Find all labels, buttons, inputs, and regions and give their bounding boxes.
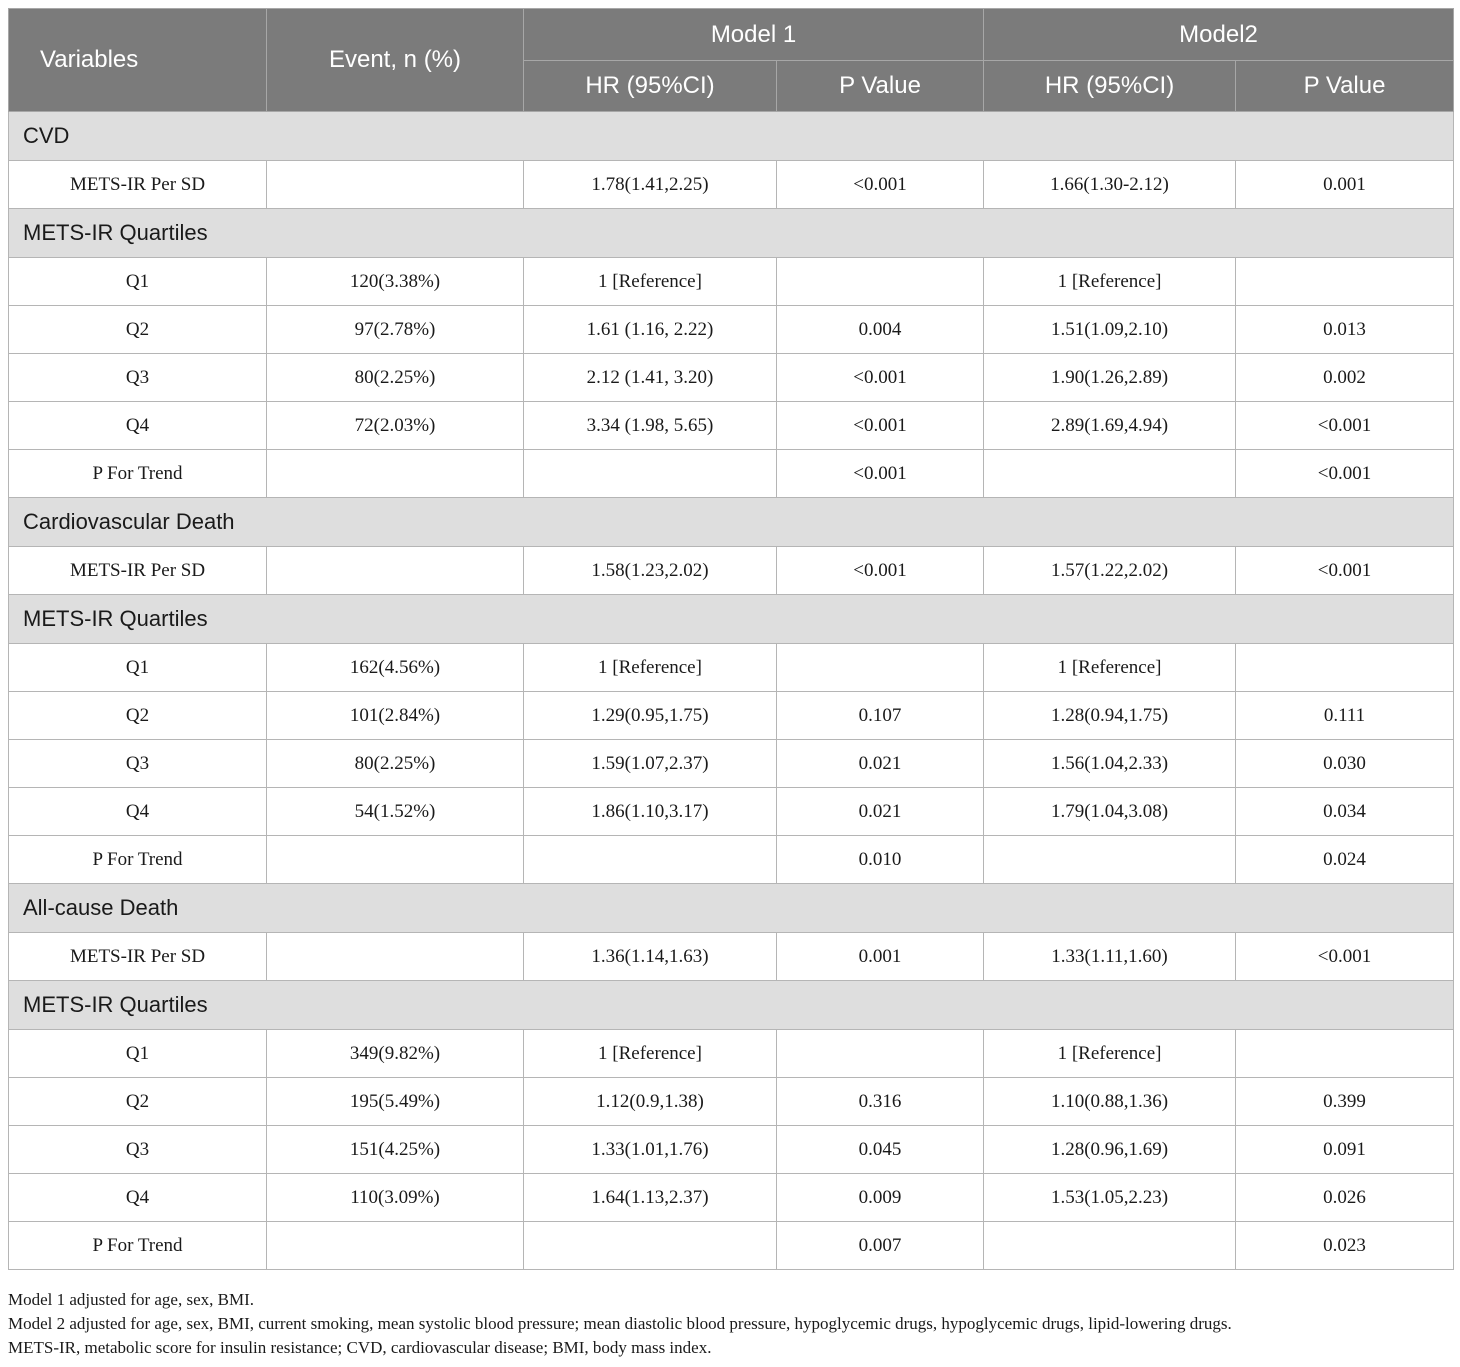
model2-hr-cell: 1.57(1.22,2.02) xyxy=(984,547,1236,595)
table-row xyxy=(9,740,1454,788)
model1-hr-cell: 1.86(1.10,3.17) xyxy=(524,788,777,836)
results-table-container xyxy=(8,8,1453,1270)
section-row xyxy=(9,884,1454,933)
model2-hr-cell: 1.79(1.04,3.08) xyxy=(984,788,1236,836)
table-row xyxy=(9,1174,1454,1222)
event-cell: 97(2.78%) xyxy=(267,306,524,354)
model1-hr-cell: 1.61 (1.16, 2.22) xyxy=(524,306,777,354)
event-cell: 80(2.25%) xyxy=(267,740,524,788)
model2-hr-cell: 1 [Reference] xyxy=(984,258,1236,306)
footnote-model1: Model 1 adjusted for age, sex, BMI. xyxy=(8,1290,254,1309)
model2-p-cell: 0.034 xyxy=(1236,788,1454,836)
variable-cell: Q4 xyxy=(9,1174,267,1222)
event-cell: 162(4.56%) xyxy=(267,644,524,692)
model2-hr-cell: 1.33(1.11,1.60) xyxy=(984,933,1236,981)
table-footnotes xyxy=(8,1288,1453,1360)
event-cell xyxy=(267,1222,524,1270)
model2-hr-cell: 1.28(0.96,1.69) xyxy=(984,1126,1236,1174)
table-row xyxy=(9,788,1454,836)
table-row xyxy=(9,258,1454,306)
model2-p-cell: 0.026 xyxy=(1236,1174,1454,1222)
table-row xyxy=(9,161,1454,209)
section-label: CVD xyxy=(9,112,1454,161)
model1-hr-cell xyxy=(524,1222,777,1270)
variable-cell: Q2 xyxy=(9,1078,267,1126)
model1-p-cell: 0.021 xyxy=(777,788,984,836)
model2-hr-cell: 1.90(1.26,2.89) xyxy=(984,354,1236,402)
table-row xyxy=(9,1222,1454,1270)
variable-cell: Q1 xyxy=(9,1030,267,1078)
model2-p-cell: <0.001 xyxy=(1236,450,1454,498)
table-body xyxy=(9,112,1454,1270)
variable-cell: Q3 xyxy=(9,740,267,788)
model2-p-cell: <0.001 xyxy=(1236,933,1454,981)
model2-p-cell: <0.001 xyxy=(1236,547,1454,595)
variable-cell: METS-IR Per SD xyxy=(9,161,267,209)
model1-p-cell: 0.010 xyxy=(777,836,984,884)
section-label: All-cause Death xyxy=(9,884,1454,933)
variable-cell: P For Trend xyxy=(9,1222,267,1270)
model1-p-cell: <0.001 xyxy=(777,402,984,450)
model2-p-cell: 0.091 xyxy=(1236,1126,1454,1174)
model1-hr-cell: 1.29(0.95,1.75) xyxy=(524,692,777,740)
model2-p-cell xyxy=(1236,1030,1454,1078)
variable-cell: Q2 xyxy=(9,306,267,354)
variable-cell: Q3 xyxy=(9,1126,267,1174)
model1-hr-cell: 1.58(1.23,2.02) xyxy=(524,547,777,595)
variable-cell: P For Trend xyxy=(9,836,267,884)
variable-cell: Q1 xyxy=(9,258,267,306)
table-row xyxy=(9,1126,1454,1174)
section-row xyxy=(9,209,1454,258)
event-cell: 120(3.38%) xyxy=(267,258,524,306)
section-row xyxy=(9,981,1454,1030)
variable-cell: METS-IR Per SD xyxy=(9,933,267,981)
section-label: METS-IR Quartiles xyxy=(9,595,1454,644)
table-row xyxy=(9,933,1454,981)
event-cell xyxy=(267,933,524,981)
table-row xyxy=(9,692,1454,740)
model2-hr-cell xyxy=(984,1222,1236,1270)
model2-hr-cell xyxy=(984,450,1236,498)
table-header xyxy=(9,9,1454,112)
model2-p-cell: 0.013 xyxy=(1236,306,1454,354)
model2-hr-cell xyxy=(984,836,1236,884)
model2-hr-cell: 1 [Reference] xyxy=(984,1030,1236,1078)
event-cell xyxy=(267,450,524,498)
section-row xyxy=(9,112,1454,161)
model1-p-cell: 0.316 xyxy=(777,1078,984,1126)
table-row xyxy=(9,306,1454,354)
hazard-ratio-table xyxy=(8,8,1454,1270)
header-model1: Model 1 xyxy=(524,9,984,61)
variable-cell: Q3 xyxy=(9,354,267,402)
model2-hr-cell: 1.66(1.30-2.12) xyxy=(984,161,1236,209)
model1-p-cell: 0.001 xyxy=(777,933,984,981)
variable-cell: Q4 xyxy=(9,402,267,450)
model2-p-cell: 0.399 xyxy=(1236,1078,1454,1126)
model1-p-cell: 0.009 xyxy=(777,1174,984,1222)
variable-cell: Q4 xyxy=(9,788,267,836)
model2-hr-cell: 2.89(1.69,4.94) xyxy=(984,402,1236,450)
model1-hr-cell: 1.36(1.14,1.63) xyxy=(524,933,777,981)
model1-p-cell: 0.021 xyxy=(777,740,984,788)
variable-cell: METS-IR Per SD xyxy=(9,547,267,595)
model2-hr-cell: 1.53(1.05,2.23) xyxy=(984,1174,1236,1222)
model1-hr-cell: 1.33(1.01,1.76) xyxy=(524,1126,777,1174)
model1-p-cell xyxy=(777,1030,984,1078)
variable-cell: Q2 xyxy=(9,692,267,740)
model2-p-cell: 0.002 xyxy=(1236,354,1454,402)
model1-hr-cell xyxy=(524,450,777,498)
model1-p-cell: 0.107 xyxy=(777,692,984,740)
table-row xyxy=(9,1030,1454,1078)
section-label: METS-IR Quartiles xyxy=(9,209,1454,258)
model2-p-cell: 0.001 xyxy=(1236,161,1454,209)
section-label: METS-IR Quartiles xyxy=(9,981,1454,1030)
table-row xyxy=(9,836,1454,884)
model2-hr-cell: 1.56(1.04,2.33) xyxy=(984,740,1236,788)
table-row xyxy=(9,402,1454,450)
event-cell: 195(5.49%) xyxy=(267,1078,524,1126)
table-row xyxy=(9,354,1454,402)
model1-hr-cell: 1.64(1.13,2.37) xyxy=(524,1174,777,1222)
event-cell xyxy=(267,547,524,595)
model1-p-cell: <0.001 xyxy=(777,450,984,498)
model2-p-cell xyxy=(1236,644,1454,692)
header-variables: Variables xyxy=(9,9,267,112)
table-row xyxy=(9,1078,1454,1126)
model1-hr-cell: 1 [Reference] xyxy=(524,1030,777,1078)
header-model2-hr: HR (95%CI) xyxy=(984,61,1236,112)
model1-hr-cell: 1 [Reference] xyxy=(524,258,777,306)
model2-hr-cell: 1.10(0.88,1.36) xyxy=(984,1078,1236,1126)
model1-hr-cell: 2.12 (1.41, 3.20) xyxy=(524,354,777,402)
header-model1-p: P Value xyxy=(777,61,984,112)
event-cell: 101(2.84%) xyxy=(267,692,524,740)
model1-hr-cell: 1.78(1.41,2.25) xyxy=(524,161,777,209)
footnote-abbreviations: METS-IR, metabolic score for insulin resistance; CVD, cardiovascular disease; BMI, body mass index. xyxy=(8,1338,712,1357)
header-model2: Model2 xyxy=(984,9,1454,61)
event-cell: 54(1.52%) xyxy=(267,788,524,836)
model1-hr-cell: 1 [Reference] xyxy=(524,644,777,692)
model2-p-cell: 0.023 xyxy=(1236,1222,1454,1270)
section-row xyxy=(9,498,1454,547)
event-cell xyxy=(267,161,524,209)
model2-hr-cell: 1 [Reference] xyxy=(984,644,1236,692)
event-cell: 80(2.25%) xyxy=(267,354,524,402)
event-cell: 151(4.25%) xyxy=(267,1126,524,1174)
model1-hr-cell: 3.34 (1.98, 5.65) xyxy=(524,402,777,450)
header-event: Event, n (%) xyxy=(267,9,524,112)
model1-p-cell: 0.007 xyxy=(777,1222,984,1270)
event-cell: 110(3.09%) xyxy=(267,1174,524,1222)
table-row xyxy=(9,547,1454,595)
model1-p-cell: 0.004 xyxy=(777,306,984,354)
model1-p-cell: <0.001 xyxy=(777,354,984,402)
header-model1-hr: HR (95%CI) xyxy=(524,61,777,112)
section-label: Cardiovascular Death xyxy=(9,498,1454,547)
model1-p-cell: <0.001 xyxy=(777,161,984,209)
model1-p-cell xyxy=(777,644,984,692)
model1-p-cell: <0.001 xyxy=(777,547,984,595)
model2-p-cell: 0.024 xyxy=(1236,836,1454,884)
model2-p-cell xyxy=(1236,258,1454,306)
header-model2-p: P Value xyxy=(1236,61,1454,112)
event-cell xyxy=(267,836,524,884)
model1-p-cell: 0.045 xyxy=(777,1126,984,1174)
event-cell: 72(2.03%) xyxy=(267,402,524,450)
model2-p-cell: <0.001 xyxy=(1236,402,1454,450)
model2-hr-cell: 1.28(0.94,1.75) xyxy=(984,692,1236,740)
section-row xyxy=(9,595,1454,644)
table-row xyxy=(9,450,1454,498)
variable-cell: Q1 xyxy=(9,644,267,692)
table-row xyxy=(9,644,1454,692)
model2-p-cell: 0.030 xyxy=(1236,740,1454,788)
model2-hr-cell: 1.51(1.09,2.10) xyxy=(984,306,1236,354)
variable-cell: P For Trend xyxy=(9,450,267,498)
model1-p-cell xyxy=(777,258,984,306)
model1-hr-cell: 1.59(1.07,2.37) xyxy=(524,740,777,788)
model1-hr-cell xyxy=(524,836,777,884)
model2-p-cell: 0.111 xyxy=(1236,692,1454,740)
model1-hr-cell: 1.12(0.9,1.38) xyxy=(524,1078,777,1126)
footnote-model2: Model 2 adjusted for age, sex, BMI, current smoking, mean systolic blood pressure; mean diastolic blood pressure, hypoglycemic drugs, hypoglycemic drugs, lipid-lowering drugs. xyxy=(8,1314,1232,1333)
event-cell: 349(9.82%) xyxy=(267,1030,524,1078)
